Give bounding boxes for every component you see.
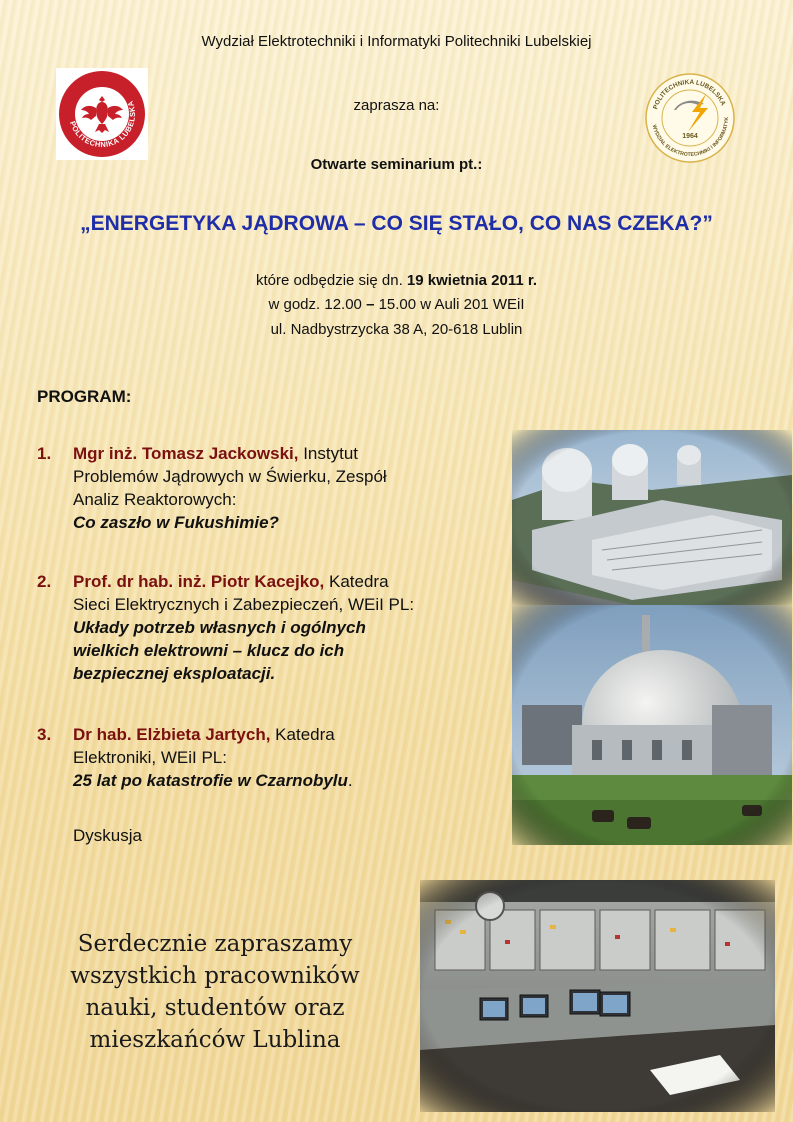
lightning-bolt-icon <box>644 72 736 164</box>
eagle-emblem-icon <box>56 68 148 160</box>
svg-text:WYDZIAŁ ELEKTROTECHNIKI I INFO: WYDZIAŁ ELEKTROTECHNIKI I INFORMATYK <box>650 116 731 159</box>
item-number: 1. <box>37 444 52 463</box>
talk-title: Co zaszło w Fukushimie? <box>73 513 279 532</box>
seminar-label: Otwarte seminarium pt.: <box>310 156 483 173</box>
faculty-logo <box>644 72 736 164</box>
svg-text:POLITECHNIKA LUBELSKA: POLITECHNIKA LUBELSKA <box>68 99 138 150</box>
speaker-name: Mgr inż. Tomasz Jackowski, <box>73 444 299 463</box>
speaker-name: Dr hab. Elżbieta Jartych, <box>73 725 271 744</box>
event-date-line: które odbędzie się dn. 19 kwietnia 2011 r. <box>255 272 538 289</box>
event-date: 19 kwietnia 2011 r. <box>406 272 538 289</box>
control-room-photo <box>420 880 775 1112</box>
invitation-text: Serdecznie zapraszamy wszystkich pracowników nauki, studentów oraz mieszkańców Lublina <box>70 931 360 1053</box>
nuclear-plant-photo-1 <box>512 430 792 610</box>
university-logo <box>56 68 148 160</box>
svg-text:1964: 1964 <box>682 133 698 140</box>
event-time-line: w godz. 12.00 – 15.00 w Auli 201 WEiI <box>268 296 525 313</box>
item-number: 3. <box>37 725 52 744</box>
program-heading: PROGRAM: <box>37 387 132 406</box>
speaker-name: Prof. dr hab. inż. Piotr Kacejko, <box>73 572 325 591</box>
faculty-name: Wydział Elektrotechniki i Informatyki Politechniki Lubelskiej <box>201 33 592 50</box>
nuclear-plant-photo-2 <box>512 605 792 845</box>
event-address: ul. Nadbystrzycka 38 A, 20-618 Lublin <box>270 321 523 338</box>
item-number: 2. <box>37 572 52 591</box>
svg-text:POLITECHNIKA LUBELSKA: POLITECHNIKA LUBELSKA <box>652 78 727 111</box>
talk-title: 25 lat po katastrofie w Czarnobylu <box>73 771 348 790</box>
invites-text: zaprasza na: <box>353 97 440 114</box>
seminar-title: „ENERGETYKA JĄDROWA – CO SIĘ STAŁO, CO NAS CZEKA?” <box>80 212 713 235</box>
talk-title: Układy potrzeb własnych i ogólnych <box>73 618 366 637</box>
discussion-text: Dyskusja <box>73 826 142 845</box>
